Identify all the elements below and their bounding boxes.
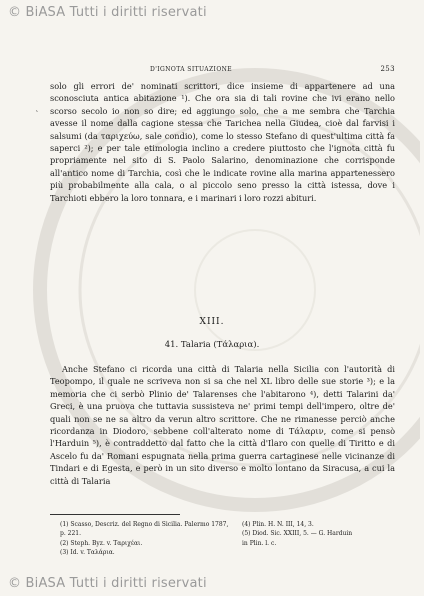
footnote-3: (3) Id. v. Ταλάρια. — [60, 549, 115, 557]
footnotes-right-column — [242, 520, 402, 548]
paragraph-1-text: solo gli errori de' nominati scrittori, dice insieme di appartenere ad una sconosciuta antica abitazione ¹). Che ora sia di tali rovine che ivi erano nello scorso secolo io non so dire; ed aggiungo solo, che a me sembra che Tarchia avesse il nome dalla cagione stessa che Tarichea nella Giudea, cioè dal farvisi i salsumi (da ταριχεύω, sale condio), come lo stesso Stefano di quest'ultima città fa saperci ²); e per tale etimologia inclino a credere piuttosto che l'ignota città fu propriamente nel sito di S. Paolo Salarino, denominazione che corrisponde all'antico nome di Tarchia, così che le indicate rovine alla marina appartenessero più probabilmente alla cala, o al piccolo seno presso la città istessa, dove i Tarchioti ebbero la loro tonnara, e i marinari i loro rozzi abituri. — [50, 81, 395, 203]
watermark-top: © BiASA Tutti i diritti riservati — [8, 5, 207, 20]
paragraph-1 — [50, 80, 395, 204]
footnote-5: (5) Diod. Sic. XXIII, 5. — G. Harduin — [242, 530, 353, 538]
footnote-4: (4) Plin. H. N. III, 14, 3. — [242, 521, 314, 528]
footnote-rule — [50, 514, 180, 515]
footnote-1: (1) Scasso, Descriz. del Regno di Sicilia. Palermo 1787, p. 221. — [60, 521, 229, 538]
footnote-2: (2) Steph. Byz. v. Ταριχέαι. — [60, 539, 143, 547]
footnotes-left-column — [60, 520, 235, 558]
page-number: 253 — [380, 65, 395, 73]
article-heading: 41. Talaria (Τάλαρια). — [164, 340, 260, 350]
paragraph-2 — [50, 363, 395, 487]
watermark-bottom: © BiASA Tutti i diritti riservati — [8, 576, 207, 591]
running-title: D'IGNOTA SITUAZIONE — [150, 66, 233, 73]
footnote-5-cont: in Plin. l. c. — [242, 539, 277, 547]
paragraph-2-text: Anche Stefano ci ricorda una città di Talaria nella Sicilia con l'autorità di Teopompo, il quale ne scriveva non si sa che nel XL libro delle sue storie ³); e la memoria che ci serbò Plinio de' Talarenses che l'abitarono ⁴), detti Talarini da' Greci, è una pruova che tuttavia sussisteva ne' primi tempi dell'impero, oltre de' quali non se ne sa altro da verun altro scrittore. Che ne rimanesse perciò anche ricordanza in Diodoro, sebbene coll'alterato nome di Τάλαριν, come si pensò l'Harduin ⁵), è contraddetto dal fatto che la città d'Ilaro con quelle di Tiritto e di Ascelo fu da' Romani espugnata nella prima guerra cartaginese nelle vicinanze di Tindari e di Egesta, e però in un sito diverso e molto lontano da Siracusa, a cui la città di Talaria — [50, 364, 395, 486]
chapter-heading: XIII. — [199, 317, 225, 327]
running-header — [50, 64, 395, 76]
margin-mark: ˛ — [35, 103, 39, 112]
